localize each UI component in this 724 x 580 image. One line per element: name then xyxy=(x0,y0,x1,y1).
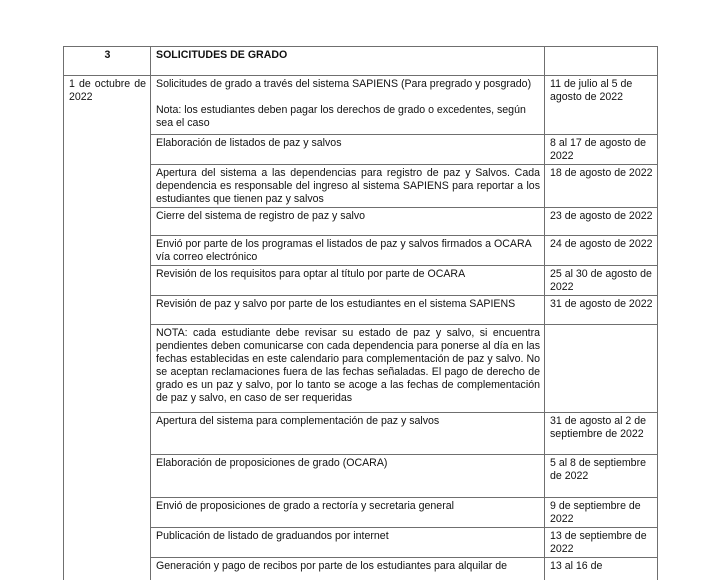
table-row xyxy=(64,455,658,498)
activity-cell xyxy=(151,76,545,135)
date-cell: 18 de agosto de 2022 xyxy=(545,165,658,208)
activity-cell: Envió de proposiciones de grado a rectoría y secretaria general xyxy=(151,498,545,528)
activity-cell: Publicación de listado de graduandos por internet xyxy=(151,528,545,558)
date-cell: 9 de septiembre de 2022 xyxy=(545,498,658,528)
table-row xyxy=(64,208,658,236)
activity-note: Nota: los estudiantes deben pagar los derechos de grado o excedentes, según sea el caso xyxy=(156,104,526,129)
date-cell: 31 de agosto de 2022 xyxy=(545,296,658,325)
section-title: SOLICITUDES DE GRADO xyxy=(151,47,545,76)
activity-cell: Cierre del sistema de registro de paz y salvo xyxy=(151,208,545,236)
date-cell: 13 al 16 de xyxy=(545,558,658,580)
note-cell: NOTA: cada estudiante debe revisar su estado de paz y salvo, si encuentra pendientes deben comunicarse con cada dependencia para ponerse al día en las fechas establecidas en este calendario para complementación de paz y salvo. No se aceptan reclamaciones fuera de las fechas señaladas. El pago de derecho de grado es un paz y salvo, por lo tanto se acoge a las fechas de complementación de paz y salvo, en caso de ser requeridas xyxy=(151,325,545,413)
activity-cell: Envió por parte de los programas el listados de paz y salvos firmados a OCARA vía correo electrónico xyxy=(151,236,545,266)
table-row xyxy=(64,528,658,558)
date-cell: 11 de julio al 5 de agosto de 2022 xyxy=(545,76,658,135)
activity-cell: Apertura del sistema para complementación de paz y salvos xyxy=(151,413,545,455)
first-column-date: 1 de octubre de 2022 xyxy=(64,76,151,580)
activity-cell: Apertura del sistema a las dependencias para registro de paz y Salvos. Cada dependencia es responsable del ingreso al sistema SAPIENS para reportar a los estudiantes que tienen paz y salvos xyxy=(151,165,545,208)
date-cell: 8 al 17 de agosto de 2022 xyxy=(545,135,658,165)
date-cell: 25 al 30 de agosto de 2022 xyxy=(545,266,658,296)
table-row xyxy=(64,236,658,266)
activity-cell: Generación y pago de recibos por parte de los estudiantes para alquilar de xyxy=(151,558,545,580)
table-row xyxy=(64,296,658,325)
table-row xyxy=(64,135,658,165)
activity-cell: Elaboración de proposiciones de grado (OCARA) xyxy=(151,455,545,498)
date-cell: 13 de septiembre de 2022 xyxy=(545,528,658,558)
empty-cell xyxy=(545,47,658,76)
table-row xyxy=(64,165,658,208)
date-cell xyxy=(545,325,658,413)
activity-text: Solicitudes de grado a través del sistema SAPIENS (Para pregrado y posgrado) xyxy=(156,78,532,90)
date-cell: 24 de agosto de 2022 xyxy=(545,236,658,266)
table-row xyxy=(64,498,658,528)
activity-cell: Elaboración de listados de paz y salvos xyxy=(151,135,545,165)
section-header-row xyxy=(64,47,658,76)
table-row xyxy=(64,558,658,580)
section-number: 3 xyxy=(64,47,151,76)
date-cell: 5 al 8 de septiembre de 2022 xyxy=(545,455,658,498)
date-cell: 23 de agosto de 2022 xyxy=(545,208,658,236)
table-row xyxy=(64,413,658,455)
table-row xyxy=(64,325,658,413)
activity-cell: Revisión de los requisitos para optar al título por parte de OCARA xyxy=(151,266,545,296)
schedule-table xyxy=(63,46,658,580)
table-row xyxy=(64,266,658,296)
table-row xyxy=(64,76,658,135)
date-cell: 31 de agosto al 2 de septiembre de 2022 xyxy=(545,413,658,455)
activity-cell: Revisión de paz y salvo por parte de los estudiantes en el sistema SAPIENS xyxy=(151,296,545,325)
